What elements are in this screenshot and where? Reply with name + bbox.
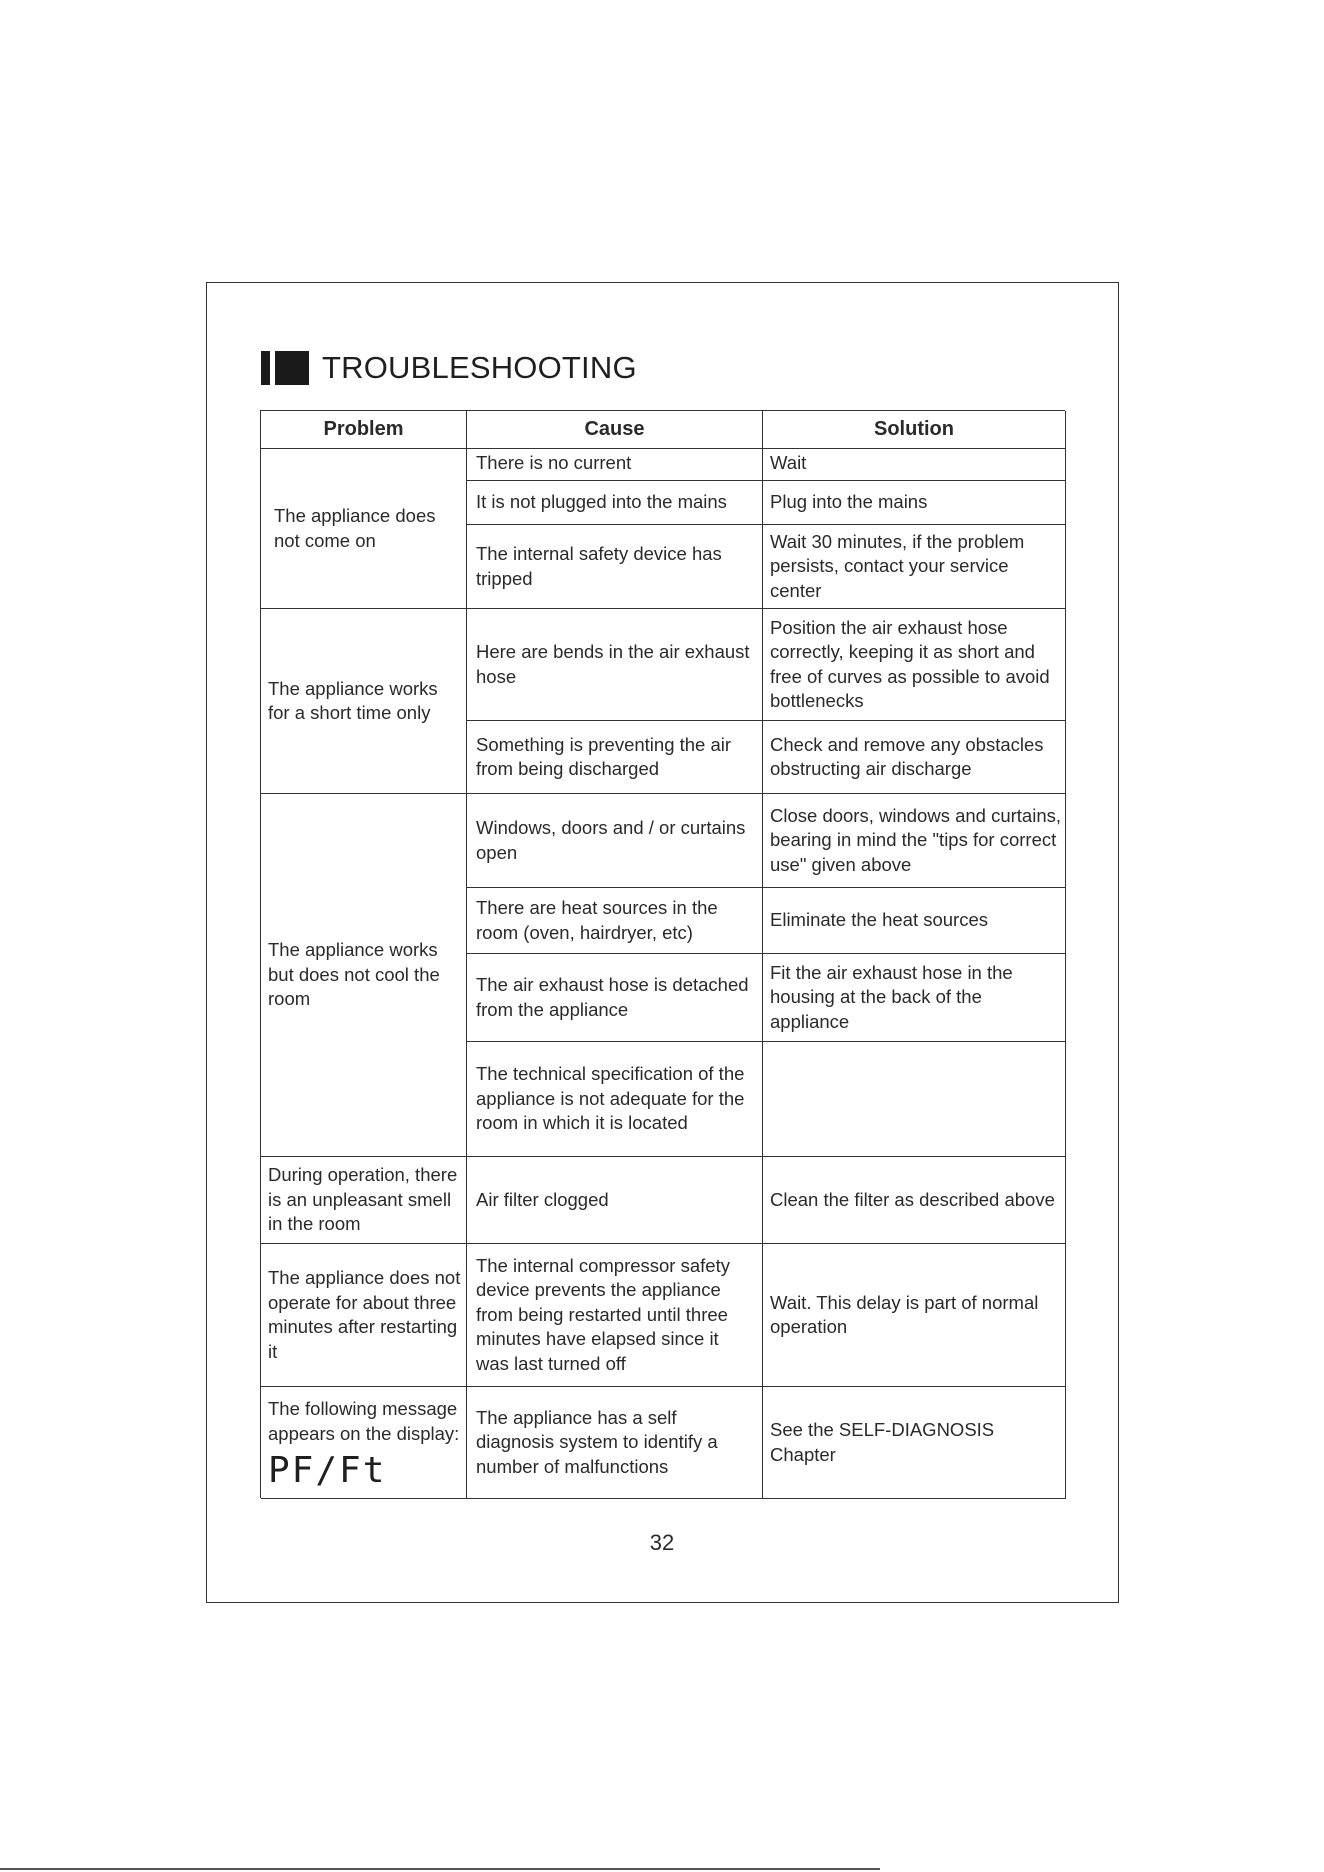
page-number: 32: [649, 1530, 675, 1555]
solution-cell: [763, 1042, 1066, 1157]
heading-marker-block: [275, 351, 309, 385]
cause-cell: The air exhaust hose is detached from the appliance: [467, 954, 763, 1042]
solution-cell: Fit the air exhaust hose in the housing at the back of the appliance: [763, 954, 1066, 1042]
cause-cell: The internal compressor safety device prevents the appliance from being restarted until three minutes have elapsed since it was last turned off: [467, 1244, 763, 1387]
cause-cell: Air filter clogged: [467, 1157, 763, 1244]
section-heading: [261, 350, 637, 386]
problem-cell: The appliance does not come on: [261, 449, 467, 609]
cause-cell: Here are bends in the air exhaust hose: [467, 609, 763, 721]
header-solution: Solution: [763, 411, 1066, 449]
bottom-edge-line: [0, 1868, 880, 1870]
solution-cell: Position the air exhaust hose correctly, keeping it as short and free of curves as possible to avoid bottlenecks: [763, 609, 1066, 721]
solution-cell: Wait 30 minutes, if the problem persists, contact your service center: [763, 525, 1066, 609]
cause-cell: The internal safety device has tripped: [467, 525, 763, 609]
solution-cell: Clean the filter as described above: [763, 1157, 1066, 1244]
solution-cell: Wait: [763, 449, 1066, 481]
cause-cell: The appliance has a self diagnosis system to identify a number of malfunctions: [467, 1387, 763, 1499]
troubleshooting-table: [260, 410, 1065, 1498]
cause-cell: There are heat sources in the room (oven, hairdryer, etc): [467, 888, 763, 954]
cause-cell: The technical specification of the appliance is not adequate for the room in which it is located: [467, 1042, 763, 1157]
display-message: PF/Ft: [268, 1450, 387, 1491]
problem-text: The following message appears on the display:: [268, 1398, 460, 1444]
cause-cell: It is not plugged into the mains: [467, 481, 763, 525]
problem-cell: The appliance does not operate for about three minutes after restarting it: [261, 1244, 467, 1387]
heading-marker-thin: [261, 351, 270, 385]
solution-cell: Wait. This delay is part of normal operation: [763, 1244, 1066, 1387]
problem-cell: The appliance works but does not cool the room: [261, 794, 467, 1157]
cause-cell: Something is preventing the air from being discharged: [467, 721, 763, 794]
problem-cell: During operation, there is an unpleasant smell in the room: [261, 1157, 467, 1244]
cause-cell: Windows, doors and / or curtains open: [467, 794, 763, 888]
cause-cell: There is no current: [467, 449, 763, 481]
solution-cell: Close doors, windows and curtains, bearing in mind the "tips for correct use" given above: [763, 794, 1066, 888]
solution-cell: Plug into the mains: [763, 481, 1066, 525]
solution-cell: See the SELF-DIAGNOSIS Chapter: [763, 1387, 1066, 1499]
problem-cell: The appliance works for a short time only: [261, 609, 467, 794]
solution-cell: Eliminate the heat sources: [763, 888, 1066, 954]
header-problem: Problem: [261, 411, 467, 449]
solution-cell: Check and remove any obstacles obstructing air discharge: [763, 721, 1066, 794]
header-cause: Cause: [467, 411, 763, 449]
problem-cell: [261, 1387, 467, 1499]
heading-title: TROUBLESHOOTING: [322, 350, 637, 385]
